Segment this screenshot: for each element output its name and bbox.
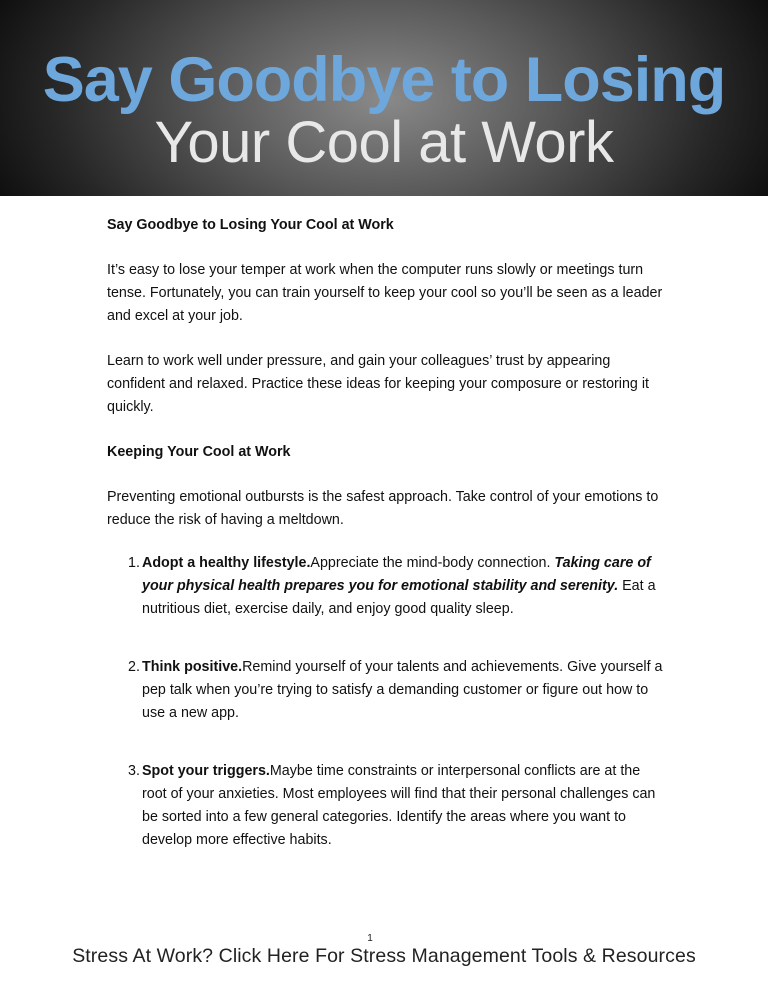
list-item-text: Remind yourself of your talents and achievements. Give yourself a pep talk when you’re trying to satisfy a demanding customer or figure out how to use a new app.	[142, 659, 663, 721]
stress-resources-link[interactable]: Stress At Work? Click Here For Stress Management Tools & Resources	[72, 945, 696, 967]
list-item-text: Appreciate the mind-body connection.	[310, 555, 555, 571]
tips-list	[107, 552, 667, 852]
list-item-text: Maybe time constraints or interpersonal conflicts are at the root of your anxieties. Most employees will find that their personal challenges can be sorted into a few general categories. Identify the areas where you want to develop more effective habits.	[142, 763, 656, 848]
list-item-emphasis: Taking care of your physical health prepares you for emotional stability and serenity.	[142, 555, 651, 594]
page-number: 1	[367, 933, 373, 944]
list-item-text-after: Eat a nutritious diet, exercise daily, and enjoy good quality sleep.	[142, 578, 656, 617]
section-intro-paragraph: Preventing emotional outbursts is the safest approach. Take control of your emotions to reduce the risk of having a meltdown.	[107, 489, 659, 528]
section-heading: Keeping Your Cool at Work	[107, 444, 291, 460]
list-item-lead: Spot your triggers.	[142, 763, 270, 779]
list-item-lead: Think positive.	[142, 659, 243, 675]
intro-paragraph-2: Learn to work well under pressure, and gain your colleagues’ trust by appearing confident and relaxed. Practice these ideas for keeping your composure or restoring it quickly.	[107, 353, 649, 415]
list-item	[107, 760, 667, 852]
list-item-number: 3.	[128, 763, 140, 779]
article-title: Say Goodbye to Losing Your Cool at Work	[107, 217, 394, 233]
list-item-number: 1.	[128, 555, 140, 571]
article-body	[107, 214, 667, 887]
banner-title-line1: Say Goodbye to Losing	[42, 45, 726, 115]
header-banner	[0, 0, 768, 196]
banner-title-line2: Your Cool at Work	[154, 110, 614, 175]
list-item	[107, 656, 667, 725]
intro-paragraph-1: It’s easy to lose your temper at work when the computer runs slowly or meetings turn tense. Fortunately, you can train yourself to keep your cool so you’ll be seen as a leader and excel at your job.	[107, 262, 663, 324]
list-item	[107, 552, 667, 621]
list-item-lead: Adopt a healthy lifestyle.	[142, 555, 311, 571]
list-item-number: 2.	[128, 659, 140, 675]
